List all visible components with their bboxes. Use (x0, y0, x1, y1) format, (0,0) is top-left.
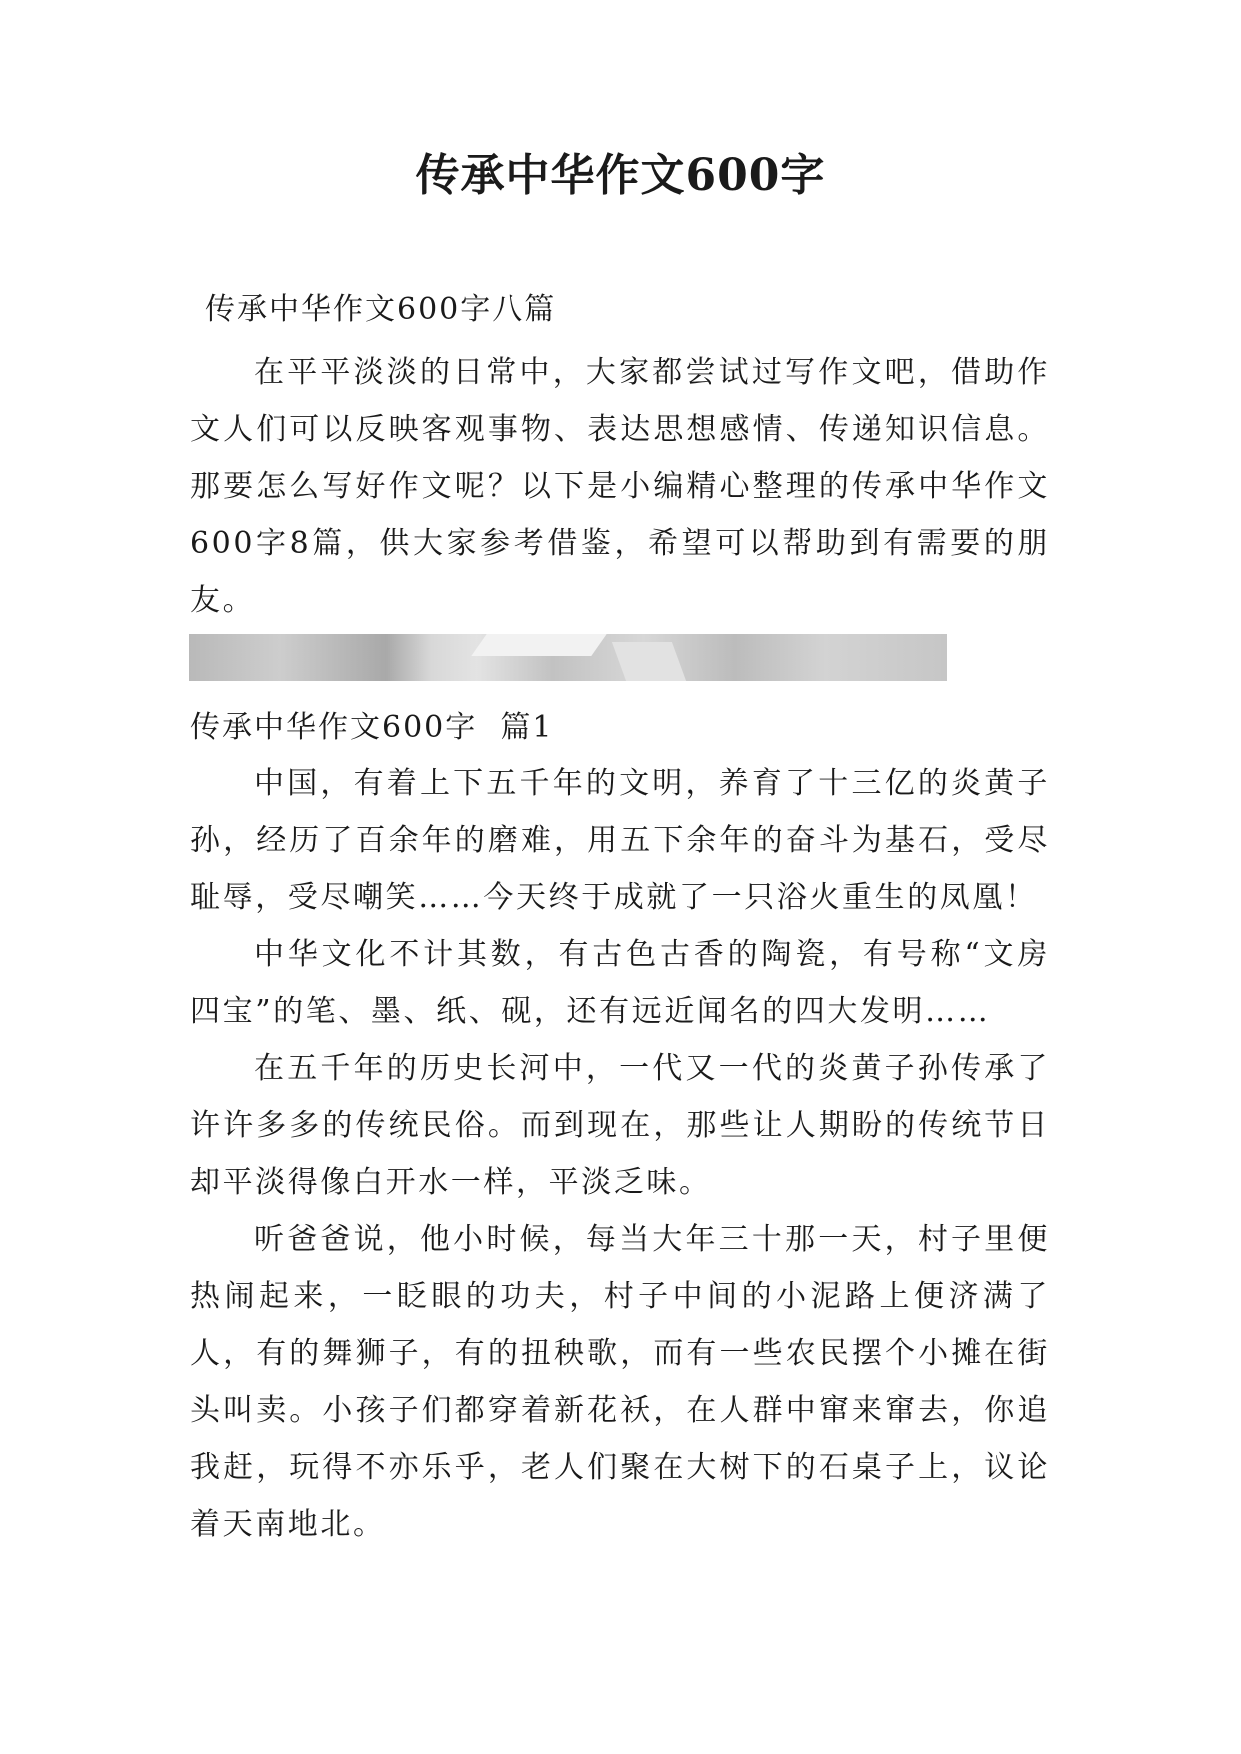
page-title: 传承中华作文600字 (415, 150, 826, 201)
body-paragraph-1: 中国，有着上下五千年的文明，养育了十三亿的炎黄子孙，经历了百余年的磨难，用五下余年的奋斗为基石，受尽耻辱，受尽嘲笑……今天终于成就了一只浴火重生的凤凰！ (190, 766, 1050, 915)
cropped-photo (189, 634, 947, 681)
body-paragraph-2: 中华文化不计其数，有古色古香的陶瓷，有号称“文房四宝”的笔、墨、纸、砚，还有远近闻名的四大发明…… (190, 937, 1050, 1029)
body-paragraph-3: 在五千年的历史长河中，一代又一代的炎黄子孙传承了许许多多的传统民俗。而到现在，那些让人期盼的传统节日却平淡得像白开水一样，平淡乏味。 (190, 1051, 1050, 1200)
document-subtitle: 传承中华作文600字八篇 (205, 292, 557, 327)
intro-paragraph: 在平平淡淡的日常中，大家都尝试过写作文吧，借助作文人们可以反映客观事物、表达思想感情、传递知识信息。那要怎么写好作文呢？以下是小编精心整理的传承中华作文600字8篇，供大家参考借鉴，希望可以帮助到有需要的朋友。 (190, 355, 1050, 618)
body-paragraph-4: 听爸爸说，他小时候，每当大年三十那一天，村子里便热闹起来，一眨眼的功夫，村子中间的小泥路上便济满了人，有的舞狮子，有的扭秧歌，而有一些农民摆个小摊在街头叫卖。小孩子们都穿着新花袄，在人群中窜来窜去，你追我赶，玩得不亦乐乎，老人们聚在大树下的石桌子上，议论着天南地北。 (190, 1222, 1050, 1542)
section-heading: 传承中华作文600字 篇1 (190, 710, 554, 745)
